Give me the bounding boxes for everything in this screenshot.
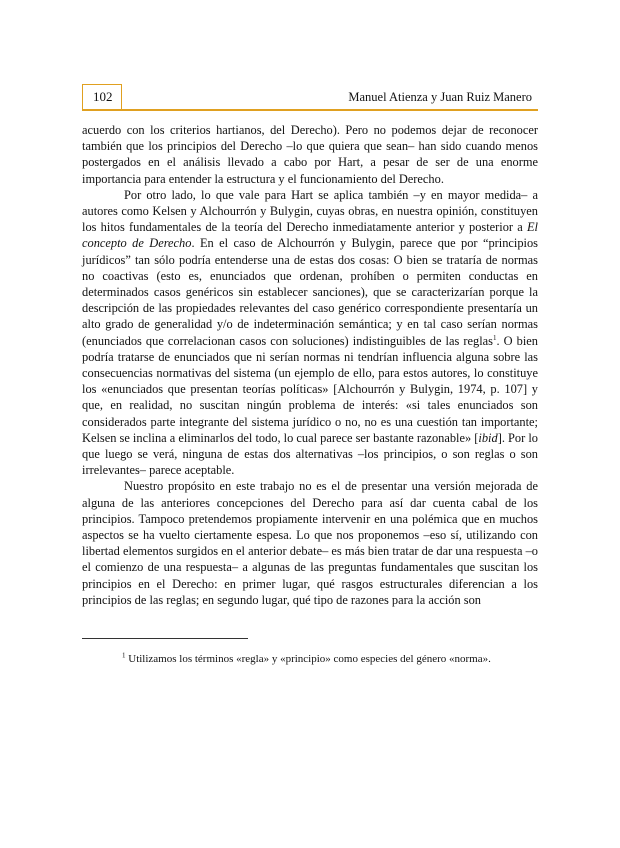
running-head: Manuel Atienza y Juan Ruiz Manero [348, 90, 532, 104]
ibid-italic: ibid [478, 430, 498, 445]
book-title-italic: El concepto de Derecho [82, 220, 538, 251]
header-rule [82, 109, 538, 111]
footnote-text: Utilizamos los términos «regla» y «principio» como especies del género «norma». [125, 653, 491, 665]
paragraph-2-part-b: . En el caso de Alchourrón y Bulygin, parece que por “principios jurídicos” tan sólo podría entenderse una de estas dos cosas: O bien se trataría de normas no coactivas (esto es, enunciados que ordenan, prohíben o permiten conductas en determinados casos genéricos sin establecer sanciones), que se caracterizarían porque la descripción de las propiedades relevantes del caso genérico correspondiente presentaría un alto grado de generalidad y/o de indeterminación semántica; y en tal caso serían normas (enunciados que correlacionan casos con soluciones) indistinguibles de las reglas [82, 236, 539, 348]
paragraph-2-part-a: Por otro lado, lo que vale para Hart se aplica también –y en mayor medida– a autores como Kelsen y Alchourrón y Bulygin, cuyas obras, en nuestra opinión, constituyen los hitos fundamentales de la teoría del Derecho inmediatamente anterior y posterior a [82, 187, 538, 235]
footnote-marker: 1 [122, 651, 126, 660]
paragraph-3: Nuestro propósito en este trabajo no es el de presentar una versión mejorada de alguna de las anteriores concepciones del Derecho para así dar cuenta cabal de los principios. Tampoco pretendemos propiamente intervenir en una polémica que en muchos aspectos se ha vuelto ciertamente espesa. Lo que nos proponemos –eso sí, utilizando con libertad elementos surgidos en el anterior debate– es más bien tratar de dar una respuesta –o el comienzo de una respuesta– a algunas de las preguntas fundamentales que suscitan los principios en el Derecho: en primer lugar, qué rasgos estructurales diferencian a los principios de las reglas; en segundo lugar, qué tipo de razones para la acción son [82, 479, 538, 607]
page-number: 102 [82, 84, 122, 110]
footnote [82, 652, 538, 666]
footnote-reference[interactable]: 1 [492, 333, 497, 342]
body-text [82, 122, 538, 608]
footnote-rule [82, 638, 248, 639]
paragraph-2 [82, 187, 538, 479]
paragraph-2-part-c: . O bien podría tratarse de enunciados que ni serían normas ni tendrían influencia alguna sobre las consecuencias normativas del sistema (un ejemplo de ello, para estos autores, lo constituye los «enunciados que presentan teorías políticas» [Alchourrón y Bulygin, 1974, p. 107] y que, en realidad, no suscitan ningún problema de interés: «si tales enunciados son considerados parte integrante del sistema jurídico o no, no es una cuestión tan importante; Kelsen se inclina a eliminarlos del todo, lo cual parece ser bastante razonable» [ [82, 333, 539, 445]
paragraph-1: acuerdo con los criterios hartianos, del Derecho). Pero no podemos dejar de reconocer también que los principios del Derecho –lo que quiera que sean– han sido cuando menos postergados en el análisis llevado a cabo por Hart, a pesar de ser de una enorme importancia para entender la estructura y el funcionamiento del Derecho. [82, 123, 538, 186]
paragraph-2-part-d: ]. Por lo que luego se verá, ninguna de estas dos alternativas –los principios, o son reglas o son irrelevantes– parece aceptable. [82, 430, 538, 478]
page-header [82, 84, 538, 112]
